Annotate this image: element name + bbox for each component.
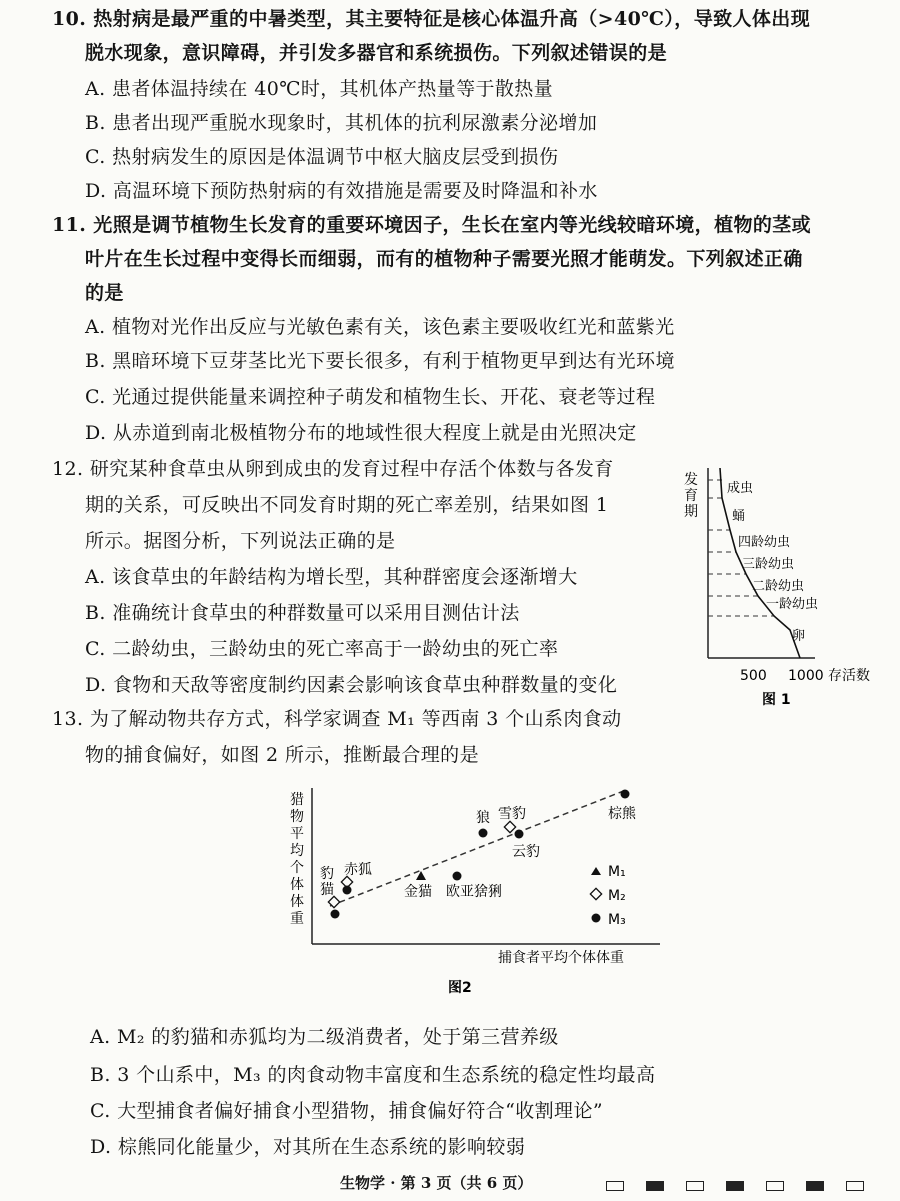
fig2-label-brown-bear: 棕熊 [608,806,636,822]
fig2-point [515,830,524,839]
q11-option-b[interactable]: B. 黑暗环境下豆芽茎比光下要长很多，有利于植物更早到达有光环境 [85,350,675,372]
filled-box-icon [726,1181,744,1191]
fig2-label-red-fox: 赤狐 [344,862,372,878]
q13-option-b[interactable]: B. 3 个山系中，M₃ 的肉食动物丰富度和生态系统的稳定性均最高 [90,1064,656,1086]
fig2-ylabel-char: 均 [290,843,304,859]
q10-stem-line-2: 脱水现象，意识障碍，并引发多器官和系统损伤。下列叙述错误的是 [85,42,668,64]
fig2-ylabel-char: 物 [290,809,304,825]
fig2-ylabel-char: 体 [290,877,304,893]
figure-1 [670,460,890,720]
fig2-point [343,886,352,895]
q11-option-a[interactable]: A. 植物对光作出反应与光敏色素有关，该色素主要吸收红光和蓝紫光 [85,316,675,338]
q13-option-d[interactable]: D. 棕熊同化能量少，对其所在生态系统的影响较弱 [90,1136,526,1158]
fig1-stage-4th-instar: 四龄幼虫 [738,535,791,550]
fig1-stage-3rd-instar: 三龄幼虫 [742,557,795,572]
fig2-label-snow-leopard: 雪豹 [498,806,526,822]
fig2-label-leopard-cat-1: 豹 [320,866,334,882]
q12-stem-line-2: 期的关系，可反映出不同发育时期的死亡率差别，结果如图 1 [85,494,609,516]
fig1-stage-1st-instar: 一龄幼虫 [766,597,819,612]
fig1-stage-adult: 成虫 [727,481,754,496]
fig2-ylabel [290,792,304,927]
fig2-legend-m1-marker [591,867,601,875]
empty-box-icon [686,1181,704,1191]
q13-stem-line-2: 物的捕食偏好，如图 2 所示，推断最合理的是 [85,744,479,766]
empty-box-icon [766,1181,784,1191]
fig2-point [453,872,462,881]
empty-box-icon [606,1181,624,1191]
figure-2 [280,780,680,1000]
fig2-legend-m1: M₁ [608,864,626,880]
q11-stem-line-2: 叶片在生长过程中变得长而细弱，而有的植物种子需要光照才能萌发。下列叙述正确 [85,248,803,270]
fig2-point [621,790,630,799]
fig1-stage-pupa: 蛹 [732,509,746,524]
fig2-label-wolf: 狼 [476,810,490,826]
q12-option-d[interactable]: D. 食物和天敌等密度制约因素会影响该食草虫种群数量的变化 [85,674,618,696]
q13-option-c[interactable]: C. 大型捕食者偏好捕食小型猎物，捕食偏好符合“收割理论” [90,1100,603,1122]
fig2-legend-m2-marker [590,888,601,899]
fig1-stage-egg: 卵 [792,629,806,644]
fig1-stage-2nd-instar: 二龄幼虫 [752,579,805,594]
fig1-xlabel: 存活数 [828,668,870,684]
fig2-ylabel-char: 重 [290,911,304,927]
fig2-ylabel-char: 个 [290,860,304,876]
fig2-legend-m3-marker [592,914,601,923]
fig2-label-leopard-cat-2: 猫 [320,882,334,898]
fig1-ylabel-2: 育 [684,488,698,504]
q10-option-a[interactable]: A. 患者体温持续在 40℃时，其机体产热量等于散热量 [85,78,554,100]
q13-option-a[interactable]: A. M₂ 的豹猫和赤狐均为二级消费者，处于第三营养级 [90,1026,559,1048]
q12-stem-line-1: 12. 研究某种食草虫从卵到成虫的发育过程中存活个体数与各发育 [52,458,614,480]
fig2-label-golden-cat: 金猫 [404,884,432,900]
fig2-ylabel-char: 平 [290,826,304,842]
fig1-ylabel-3: 期 [684,504,698,520]
fig2-label-clouded-leopard: 云豹 [512,844,540,860]
q11-option-c[interactable]: C. 光通过提供能量来调控种子萌发和植物生长、开花、衰老等过程 [85,386,656,408]
fig2-caption: 图2 [448,980,472,996]
fig1-xtick-500: 500 [740,668,767,684]
q13-stem-line-1: 13. 为了解动物共存方式，科学家调查 M₁ 等西南 3 个山系肉食动 [52,708,622,730]
fig1-xtick-1000: 1000 [788,668,824,684]
fig1-ylabel-1: 发 [684,472,698,488]
q10-stem-line-1: 10. 热射病是最严重的中暑类型，其主要特征是核心体温升高（>40℃），导致人体出现 [52,8,811,30]
empty-box-icon [846,1181,864,1191]
q12-option-c[interactable]: C. 二龄幼虫，三龄幼虫的死亡率高于一龄幼虫的死亡率 [85,638,559,660]
fig2-point [504,821,515,832]
filled-box-icon [646,1181,664,1191]
fig2-ylabel-char: 体 [290,894,304,910]
q12-option-a[interactable]: A. 该食草虫的年龄结构为增长型，其种群密度会逐渐增大 [85,566,578,588]
q10-option-c[interactable]: C. 热射病发生的原因是体温调节中枢大脑皮层受到损伤 [85,146,559,168]
fig1-caption: 图 1 [762,692,791,708]
fig2-point [479,829,488,838]
fig2-ylabel-char: 猎 [290,792,304,808]
footer-marker-boxes [606,1176,886,1195]
q10-option-d[interactable]: D. 高温环境下预防热射病的有效措施是需要及时降温和补水 [85,180,598,202]
fig2-label-lynx: 欧亚猞猁 [446,884,502,900]
fig2-xlabel: 捕食者平均个体体重 [498,950,624,966]
q11-stem-line-3: 的是 [85,282,124,304]
filled-box-icon [806,1181,824,1191]
q11-option-d[interactable]: D. 从赤道到南北极植物分布的地域性很大程度上就是由光照决定 [85,422,637,444]
page-footer: 生物学 · 第 3 页（共 6 页） [340,1174,533,1192]
q12-option-b[interactable]: B. 准确统计食草虫的种群数量可以采用目测估计法 [85,602,520,624]
fig2-legend-m2: M₂ [608,888,626,904]
q10-option-b[interactable]: B. 患者出现严重脱水现象时，其机体的抗利尿激素分泌增加 [85,112,598,134]
fig2-legend-m3: M₃ [608,912,626,928]
q11-stem-line-1: 11. 光照是调节植物生长发育的重要环境因子，生长在室内等光线较暗环境，植物的茎或 [52,214,812,236]
fig2-point [331,910,340,919]
q12-stem-line-3: 所示。据图分析，下列说法正确的是 [85,530,396,552]
